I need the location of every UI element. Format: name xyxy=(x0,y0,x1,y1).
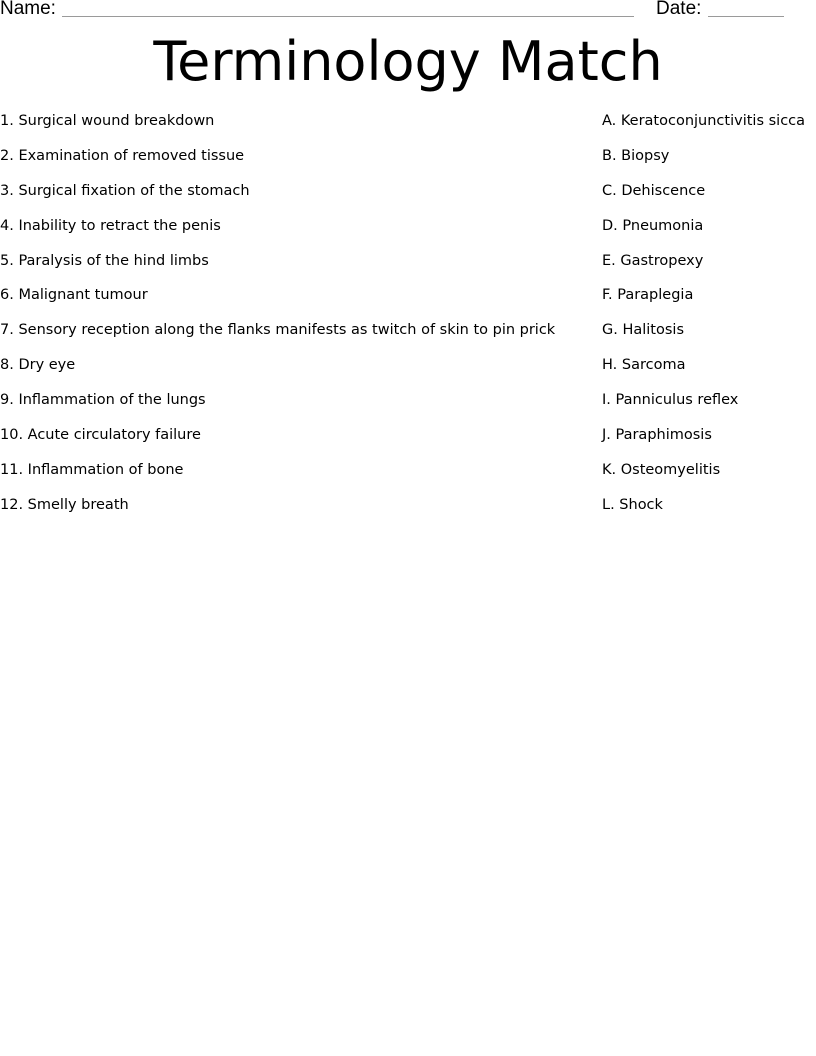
clue-item: 4. Inability to retract the penis xyxy=(0,217,221,234)
clue-item: 3. Surgical fixation of the stomach xyxy=(0,182,250,199)
answer-list xyxy=(602,112,816,531)
answer-item: B. Biopsy xyxy=(602,147,670,164)
worksheet-header xyxy=(0,0,816,22)
name-blank-line xyxy=(62,16,634,17)
answer-item: D. Pneumonia xyxy=(602,217,704,234)
answer-item: I. Panniculus reflex xyxy=(602,392,739,409)
clue-item: 1. Surgical wound breakdown xyxy=(0,113,215,129)
answer-item: L. Shock xyxy=(602,496,663,513)
answer-item: E. Gastropexy xyxy=(602,252,704,269)
clue-item: 2. Examination of removed tissue xyxy=(0,147,245,164)
clue-item: 12. Smelly breath xyxy=(0,496,129,513)
clue-item: 8. Dry eye xyxy=(0,357,76,374)
clue-item: 6. Malignant tumour xyxy=(0,287,148,304)
answer-item: H. Sarcoma xyxy=(602,357,686,374)
clue-item: 5. Paralysis of the hind limbs xyxy=(0,252,209,269)
answer-item: A. Keratoconjunctivitis sicca xyxy=(602,113,806,129)
clue-item: 9. Inflammation of the lungs xyxy=(0,392,206,409)
answer-item: K. Osteomyelitis xyxy=(602,461,721,478)
answer-item: G. Halitosis xyxy=(602,322,684,339)
answer-item: F. Paraplegia xyxy=(602,287,694,304)
date-blank-line xyxy=(708,16,784,17)
clue-item: 10. Acute circulatory failure xyxy=(0,427,201,444)
answer-item: C. Dehiscence xyxy=(602,182,706,199)
answer-item: J. Paraphimosis xyxy=(602,427,712,444)
clue-item: 11. Inflammation of bone xyxy=(0,461,184,478)
date-label: Date: xyxy=(656,0,702,19)
clue-list xyxy=(0,112,590,531)
clue-item: 7. Sensory reception along the flanks manifests as twitch of skin to pin prick xyxy=(0,322,556,339)
page-title: Terminology Match xyxy=(153,30,663,93)
name-label: Name: xyxy=(0,0,56,19)
